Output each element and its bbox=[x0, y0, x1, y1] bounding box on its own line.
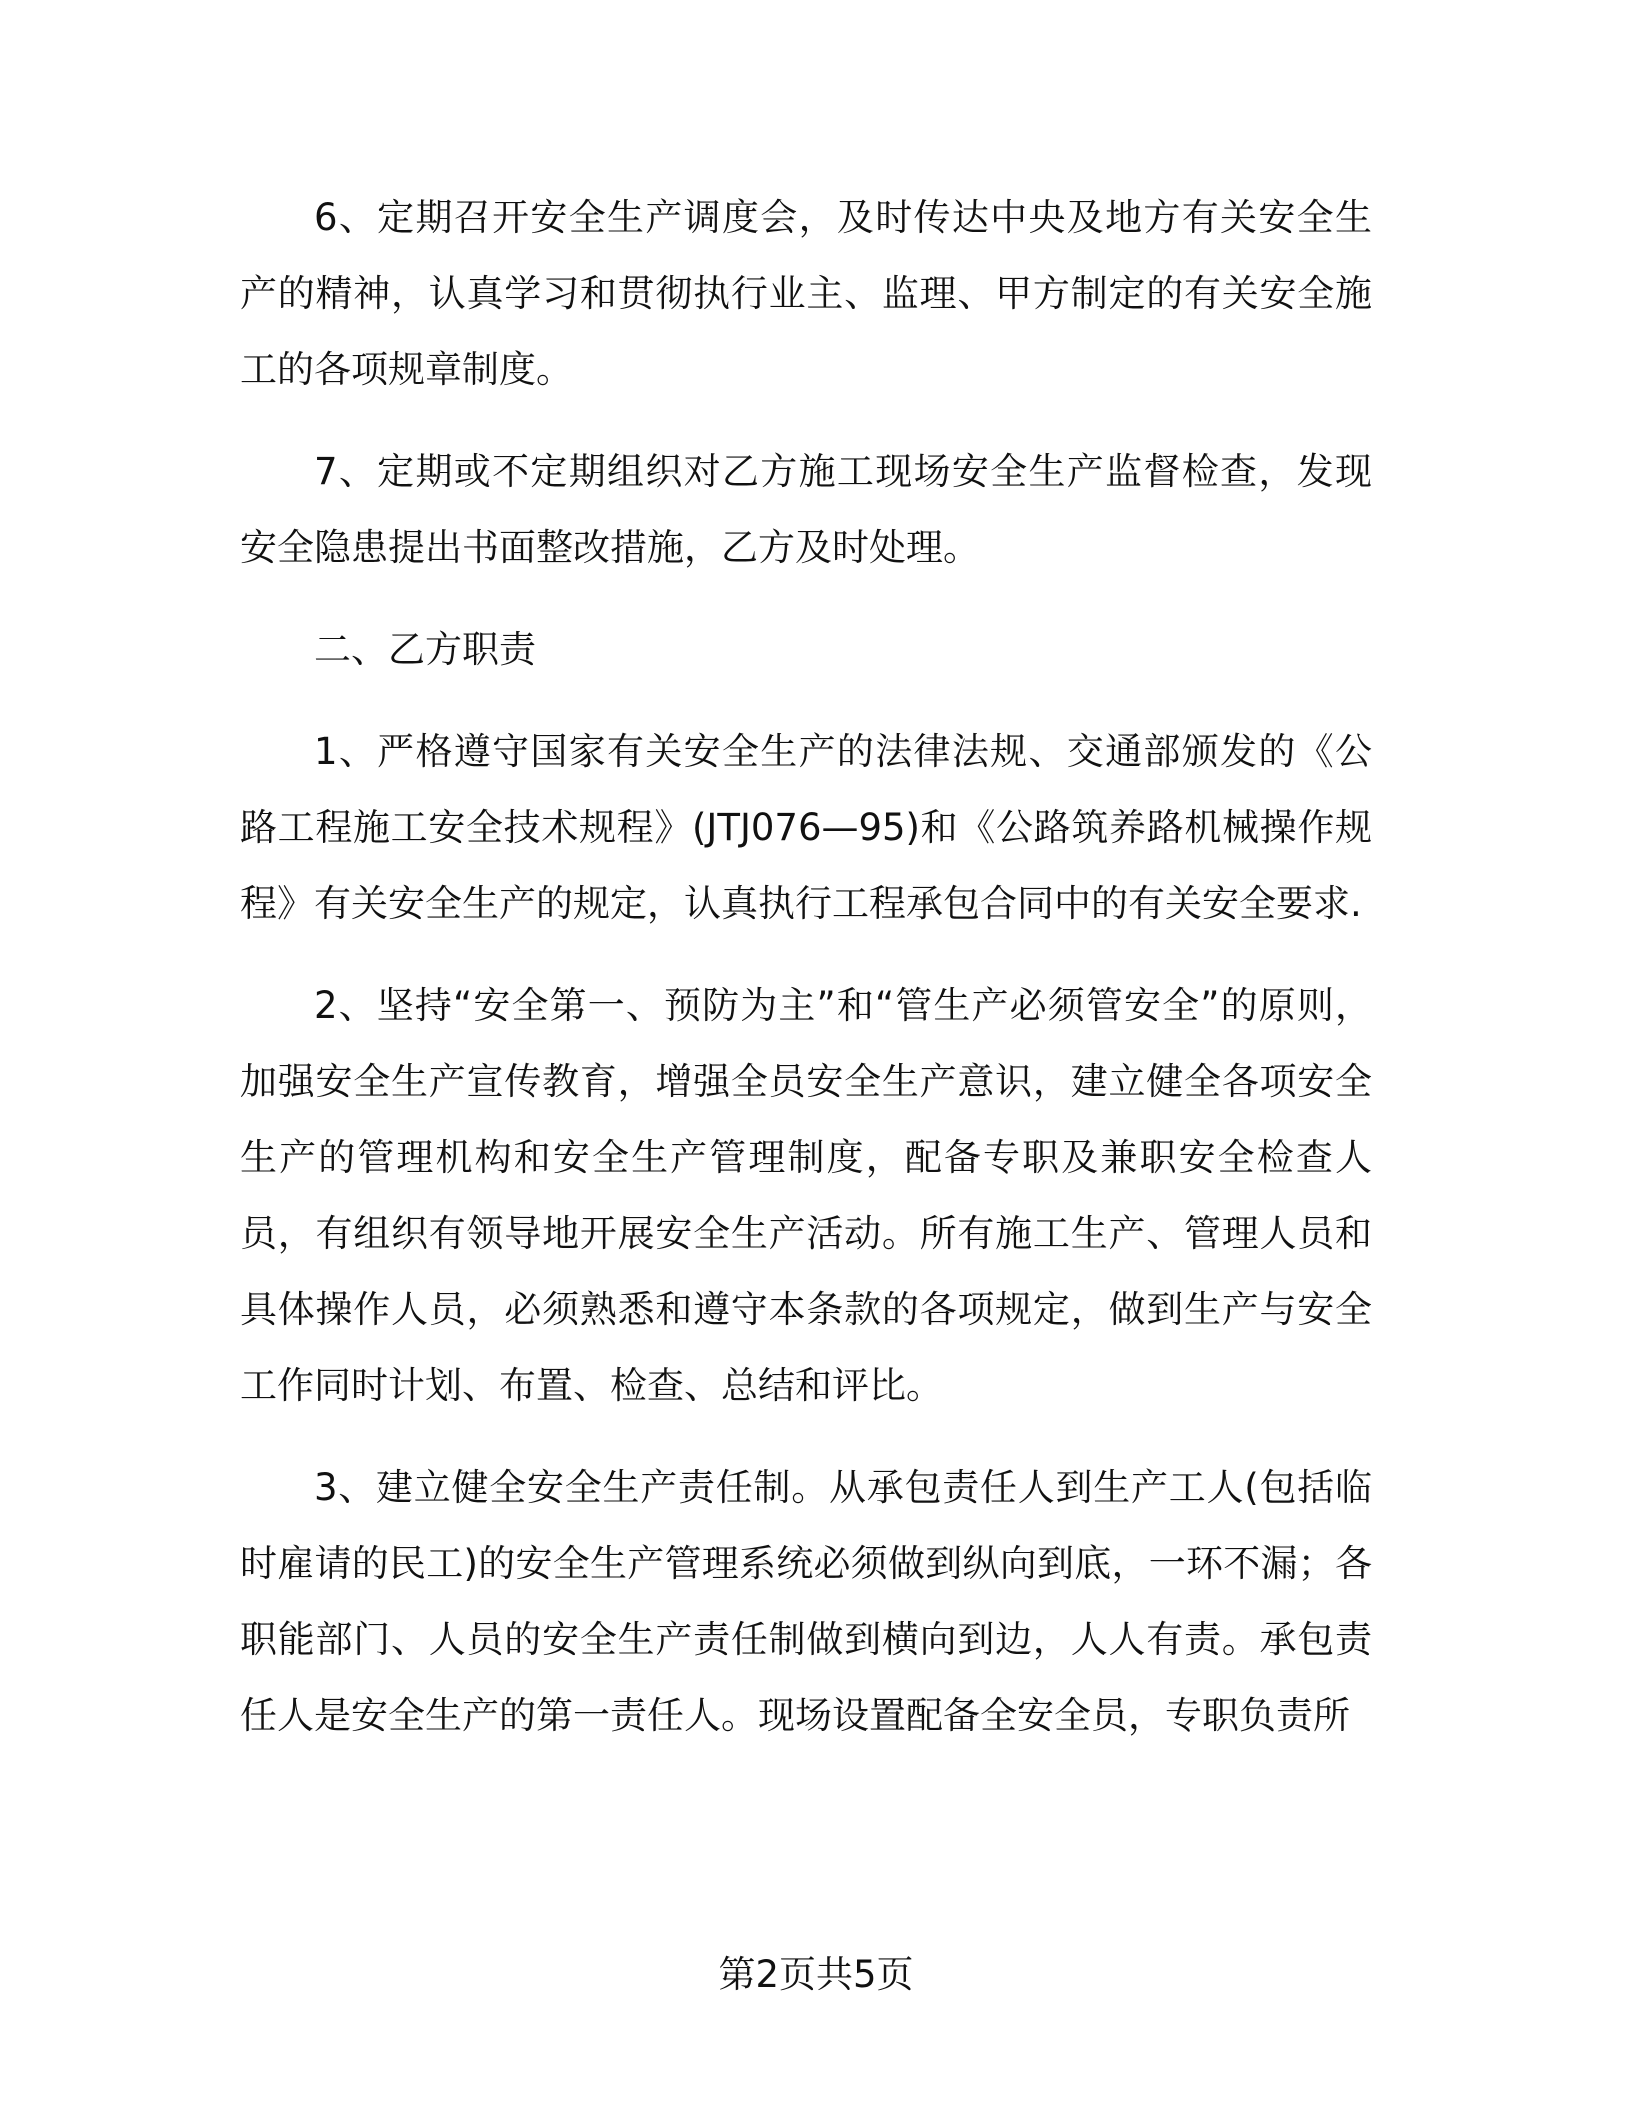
paragraph-item-b3: 3、建立健全安全生产责任制。从承包责任人到生产工人(包括临时雇请的民工)的安全生产管理系统必须做到纵向到底，一环不漏；各职能部门、人员的安全生产责任制做到横向到边，人人有责。承包责任人是安全生产的第一责任人。现场设置配备全安全员，专职负责所 bbox=[240, 1466, 1372, 1737]
section-heading-party-b-duties: 二、乙方职责 bbox=[314, 628, 536, 671]
paragraph-item-b2: 2、坚持“安全第一、预防为主”和“管生产必须管安全”的原则，加强安全生产宣传教育，增强全员安全生产意识，建立健全各项安全生产的管理机构和安全生产管理制度，配备专职及兼职安全检查人员，有组织有领导地开展安全生产活动。所有施工生产、管理人员和具体操作人员，必须熟悉和遵守本条款的各项规定，做到生产与安全工作同时计划、布置、检查、总结和评比。 bbox=[240, 984, 1372, 1407]
document-body bbox=[240, 180, 1372, 1780]
paragraph-item-6: 6、定期召开安全生产调度会，及时传达中央及地方有关安全生产的精神，认真学习和贯彻执行业主、监理、甲方制定的有关安全施工的各项规章制度。 bbox=[240, 196, 1372, 391]
paragraph-item-7: 7、定期或不定期组织对乙方施工现场安全生产监督检查，发现安全隐患提出书面整改措施，乙方及时处理。 bbox=[240, 450, 1372, 569]
paragraph-item-b1: 1、严格遵守国家有关安全生产的法律法规、交通部颁发的《公路工程施工安全技术规程》(JTJ076—95)和《公路筑养路机械操作规程》有关安全生产的规定，认真执行工程承包合同中的有关安全要求. bbox=[240, 730, 1372, 925]
page-number-footer: 第2页共5页 bbox=[718, 1953, 914, 1996]
